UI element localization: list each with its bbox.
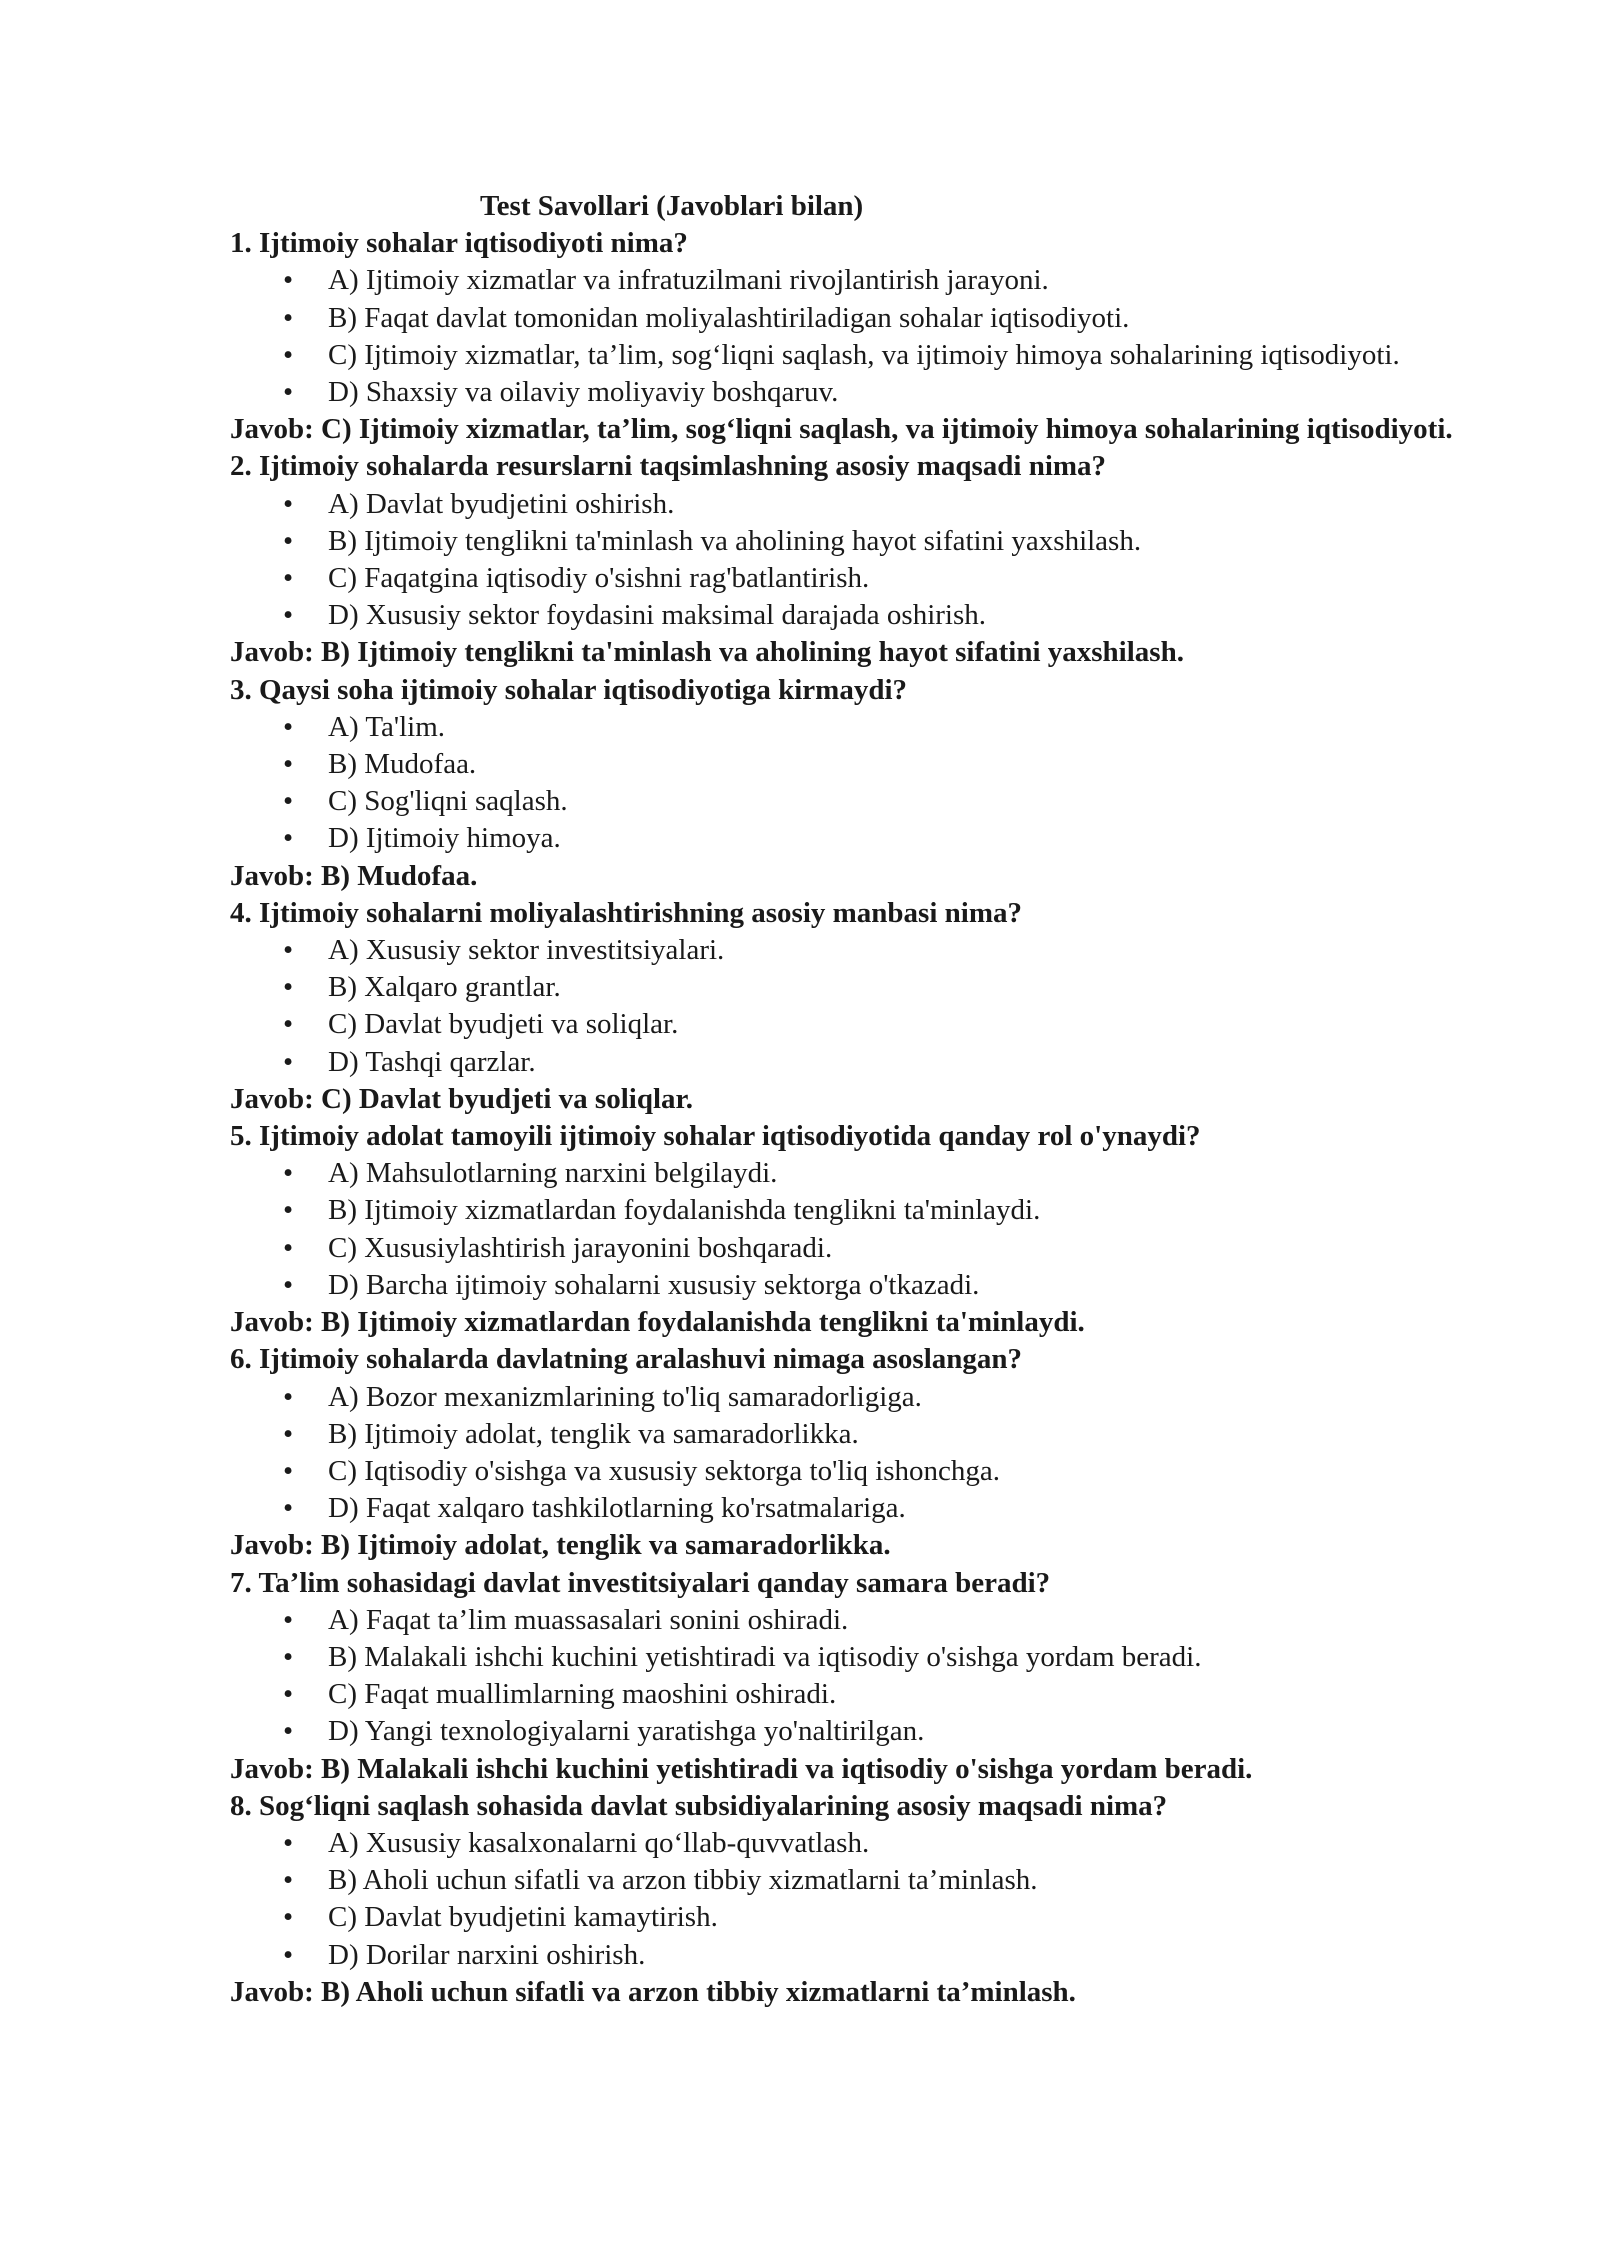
option-item <box>230 932 1480 969</box>
answer-text: Javob: C) Davlat byudjeti va soliqlar. <box>230 1082 693 1115</box>
option-item <box>230 1490 1480 1527</box>
options-list <box>230 1825 1480 1974</box>
bullet-icon: • <box>283 1901 294 1934</box>
document-page <box>230 188 1480 2011</box>
option-item <box>230 1825 1480 1862</box>
option-text: D) Xususiy sektor foydasini maksimal darajada oshirish. <box>328 599 987 632</box>
option-text: A) Davlat byudjetini oshirish. <box>328 487 675 520</box>
bullet-icon: • <box>283 1008 294 1041</box>
question-text: 4. Ijtimoiy sohalarni moliyalashtirishning asosiy manbasi nima? <box>230 896 1022 929</box>
option-item <box>230 820 1480 857</box>
bullet-icon: • <box>283 301 294 334</box>
option-item <box>230 1862 1480 1899</box>
options-list <box>230 932 1480 1081</box>
option-text: C) Faqatgina iqtisodiy o'sishni rag'batlantirish. <box>328 562 870 595</box>
option-text: B) Malakali ishchi kuchini yetishtiradi va iqtisodiy o'sishga yordam beradi. <box>328 1640 1202 1673</box>
question-text: 8. Sog‘liqni saqlash sohasida davlat subsidiyalarining asosiy maqsadi nima? <box>230 1789 1168 1822</box>
option-text: A) Mahsulotlarning narxini belgilaydi. <box>328 1157 778 1190</box>
bullet-icon: • <box>283 785 294 818</box>
option-item <box>230 337 1480 374</box>
option-text: B) Xalqaro grantlar. <box>328 971 561 1004</box>
option-item <box>230 1267 1480 1304</box>
option-text: A) Ta'lim. <box>328 710 446 743</box>
option-item <box>230 1602 1480 1639</box>
bullet-icon: • <box>283 710 294 743</box>
option-item <box>230 1155 1480 1192</box>
answer-text: Javob: B) Malakali ishchi kuchini yetishtiradi va iqtisodiy o'sishga yordam beradi. <box>230 1752 1253 1785</box>
bullet-icon: • <box>283 599 294 632</box>
question-block <box>230 672 1480 895</box>
option-text: B) Ijtimoiy tenglikni ta'minlash va aholining hayot sifatini yaxshilash. <box>328 524 1142 557</box>
question-text: 2. Ijtimoiy sohalarda resurslarni taqsimlashning asosiy maqsadi nima? <box>230 450 1107 483</box>
option-text: D) Ijtimoiy himoya. <box>328 822 561 855</box>
bullet-icon: • <box>283 1157 294 1190</box>
option-text: C) Faqat muallimlarning maoshini oshiradi. <box>328 1678 837 1711</box>
bullet-icon: • <box>283 1380 294 1413</box>
bullet-icon: • <box>283 524 294 557</box>
option-text: C) Sog'liqni saqlash. <box>328 785 568 818</box>
option-item <box>230 709 1480 746</box>
option-text: C) Iqtisodiy o'sishga va xususiy sektorga to'liq ishonchga. <box>328 1454 1001 1487</box>
question-block <box>230 225 1480 448</box>
option-text: A) Xususiy sektor investitsiyalari. <box>328 934 725 967</box>
bullet-icon: • <box>283 1454 294 1487</box>
options-list <box>230 1379 1480 1528</box>
bullet-icon: • <box>283 1938 294 1971</box>
option-item <box>230 1416 1480 1453</box>
option-item <box>230 969 1480 1006</box>
bullet-icon: • <box>283 822 294 855</box>
option-text: B) Ijtimoiy xizmatlardan foydalanishda tenglikni ta'minlaydi. <box>328 1194 1041 1227</box>
options-list <box>230 262 1480 411</box>
option-text: C) Xususiylashtirish jarayonini boshqaradi. <box>328 1231 833 1264</box>
question-block <box>230 1788 1480 2011</box>
options-list <box>230 709 1480 858</box>
option-item <box>230 1676 1480 1713</box>
option-item <box>230 746 1480 783</box>
question-block <box>230 1565 1480 1788</box>
document-title: Test Savollari (Javoblari bilan) <box>480 190 864 222</box>
answer-text: Javob: C) Ijtimoiy xizmatlar, ta’lim, sog‘liqni saqlash, va ijtimoiy himoya sohalarining iqtisodiyoti. <box>230 413 1453 446</box>
question-text: 5. Ijtimoiy adolat tamoyili ijtimoiy sohalar iqtisodiyotida qanday rol o'ynaydi? <box>230 1120 1201 1153</box>
answer-text: Javob: B) Aholi uchun sifatli va arzon tibbiy xizmatlarni ta’minlash. <box>230 1975 1076 2008</box>
option-item <box>230 1639 1480 1676</box>
option-item <box>230 1192 1480 1229</box>
question-text: 1. Ijtimoiy sohalar iqtisodiyoti nima? <box>230 227 688 260</box>
option-text: D) Tashqi qarzlar. <box>328 1045 536 1078</box>
bullet-icon: • <box>283 934 294 967</box>
bullet-icon: • <box>283 1640 294 1673</box>
option-text: A) Ijtimoiy xizmatlar va infratuzilmani rivojlantirish jarayoni. <box>328 264 1049 297</box>
option-item <box>230 262 1480 299</box>
bullet-icon: • <box>283 1045 294 1078</box>
option-text: D) Faqat xalqaro tashkilotlarning ko'rsatmalariga. <box>328 1492 906 1525</box>
options-list <box>230 1602 1480 1751</box>
bullet-icon: • <box>283 971 294 1004</box>
option-text: D) Dorilar narxini oshirish. <box>328 1938 646 1971</box>
option-text: D) Barcha ijtimoiy sohalarni xususiy sektorga o'tkazadi. <box>328 1268 980 1301</box>
bullet-icon: • <box>283 1268 294 1301</box>
option-item <box>230 597 1480 634</box>
option-text: B) Faqat davlat tomonidan moliyalashtiriladigan sohalar iqtisodiyoti. <box>328 301 1130 334</box>
option-text: C) Ijtimoiy xizmatlar, ta’lim, sog‘liqni saqlash, va ijtimoiy himoya sohalarining iqtisodiyoti. <box>328 338 1400 371</box>
bullet-icon: • <box>283 1826 294 1859</box>
bullet-icon: • <box>283 1678 294 1711</box>
answer-text: Javob: B) Ijtimoiy xizmatlardan foydalanishda tenglikni ta'minlaydi. <box>230 1306 1085 1339</box>
question-block <box>230 895 1480 1118</box>
question-text: 3. Qaysi soha ijtimoiy sohalar iqtisodiyotiga kirmaydi? <box>230 673 908 706</box>
option-item <box>230 1713 1480 1750</box>
question-block <box>230 1118 1480 1341</box>
option-item <box>230 1453 1480 1490</box>
options-list <box>230 486 1480 635</box>
option-item <box>230 1379 1480 1416</box>
bullet-icon: • <box>283 338 294 371</box>
option-text: D) Shaxsiy va oilaviy moliyaviy boshqaruv. <box>328 376 839 409</box>
answer-text: Javob: B) Ijtimoiy tenglikni ta'minlash va aholining hayot sifatini yaxshilash. <box>230 636 1184 669</box>
bullet-icon: • <box>283 1864 294 1897</box>
answer-text: Javob: B) Mudofaa. <box>230 859 478 892</box>
options-list <box>230 1155 1480 1304</box>
bullet-icon: • <box>283 1715 294 1748</box>
question-text: 6. Ijtimoiy sohalarda davlatning aralashuvi nimaga asoslangan? <box>230 1343 1023 1376</box>
option-item <box>230 560 1480 597</box>
option-text: A) Xususiy kasalxonalarni qo‘llab-quvvatlash. <box>328 1826 870 1859</box>
bullet-icon: • <box>283 1492 294 1525</box>
option-item <box>230 1937 1480 1974</box>
option-item <box>230 374 1480 411</box>
question-block <box>230 448 1480 671</box>
bullet-icon: • <box>283 487 294 520</box>
option-text: C) Davlat byudjetini kamaytirish. <box>328 1901 718 1934</box>
option-item <box>230 1899 1480 1936</box>
option-text: A) Bozor mexanizmlarining to'liq samaradorligiga. <box>328 1380 922 1413</box>
answer-text: Javob: B) Ijtimoiy adolat, tenglik va samaradorlikka. <box>230 1529 891 1562</box>
option-item <box>230 1044 1480 1081</box>
option-item <box>230 300 1480 337</box>
option-text: A) Faqat ta’lim muassasalari sonini oshiradi. <box>328 1603 849 1636</box>
bullet-icon: • <box>283 1194 294 1227</box>
option-text: B) Aholi uchun sifatli va arzon tibbiy xizmatlarni ta’minlash. <box>328 1864 1038 1897</box>
bullet-icon: • <box>283 1603 294 1636</box>
option-item <box>230 486 1480 523</box>
bullet-icon: • <box>283 264 294 297</box>
question-text: 7. Ta’lim sohasidagi davlat investitsiyalari qanday samara beradi? <box>230 1566 1051 1599</box>
bullet-icon: • <box>283 376 294 409</box>
option-text: C) Davlat byudjeti va soliqlar. <box>328 1008 679 1041</box>
option-item <box>230 1006 1480 1043</box>
bullet-icon: • <box>283 1231 294 1264</box>
question-block <box>230 1341 1480 1564</box>
option-item <box>230 783 1480 820</box>
bullet-icon: • <box>283 562 294 595</box>
option-text: D) Yangi texnologiyalarni yaratishga yo'naltirilgan. <box>328 1715 925 1748</box>
bullet-icon: • <box>283 1417 294 1450</box>
option-item <box>230 1230 1480 1267</box>
option-item <box>230 523 1480 560</box>
option-text: B) Mudofaa. <box>328 748 477 781</box>
option-text: B) Ijtimoiy adolat, tenglik va samaradorlikka. <box>328 1417 859 1450</box>
bullet-icon: • <box>283 748 294 781</box>
